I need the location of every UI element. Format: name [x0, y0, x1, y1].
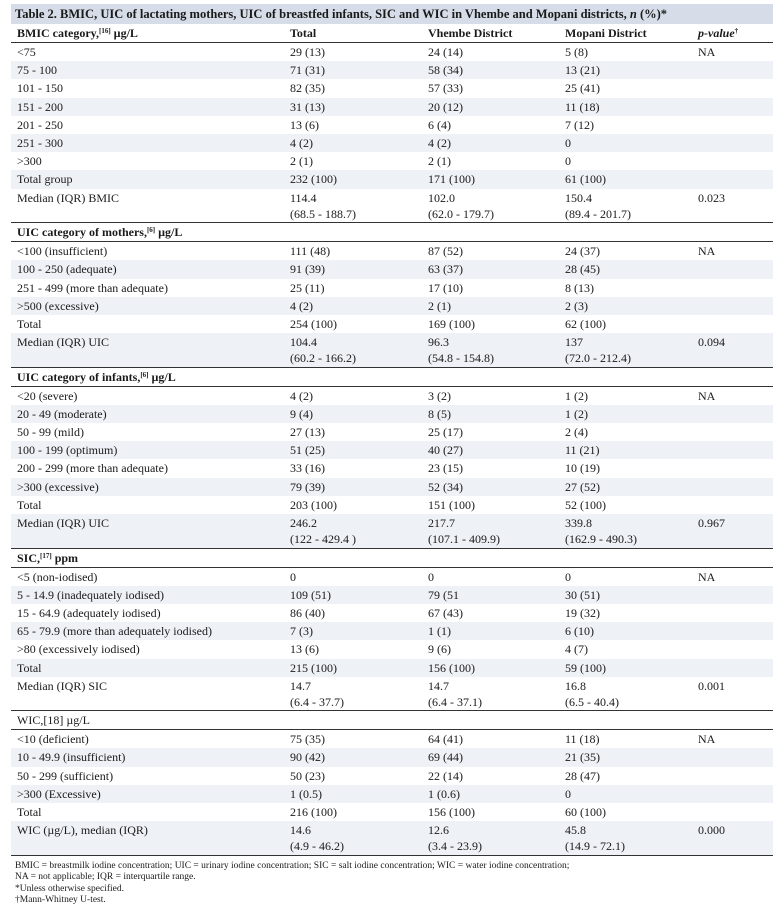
mopani-cell: 21 (35) [559, 748, 692, 766]
footnote: †Mann-Whitney U-test. [15, 895, 106, 906]
mopani-cell: 10 (19) [565, 461, 600, 476]
empty-cell [284, 367, 422, 386]
mopani-cell: 7 (12) [565, 117, 594, 132]
table-row [11, 405, 773, 423]
mopani-cell: 0 [559, 785, 692, 803]
mopani-cell: 19 (32) [565, 605, 600, 620]
total-cell: 29 (13) [290, 45, 325, 59]
vhembe-cell: 22 (14) [428, 768, 463, 783]
section-header [11, 548, 773, 567]
pvalue-cell: NA [698, 732, 716, 747]
mopani-cell: 11 (18) [559, 98, 692, 116]
total-median-cell: 114.4 (68.5 - 188.7) [290, 190, 356, 221]
pvalue-cell [692, 748, 773, 766]
median-row [11, 514, 773, 548]
vhembe-cell: 151 (100) [428, 497, 475, 512]
row-label: 5 - 14.9 (inadequately iodised) [11, 586, 284, 604]
empty-cell [559, 367, 692, 386]
total-cell: 71 (31) [284, 61, 422, 79]
total-cell: 27 (13) [290, 425, 325, 440]
vhembe-cell: 156 (100) [422, 659, 559, 677]
mopani-cell: 60 (100) [565, 805, 606, 820]
section-header [11, 711, 773, 730]
section-title: SIC,[17] ppm [11, 548, 284, 567]
median-row [11, 333, 773, 367]
pvalue-cell: 0.000 [692, 821, 773, 855]
pvalue-cell [692, 98, 773, 116]
total-cell: 82 (35) [290, 81, 325, 96]
vhembe-cell: 69 (44) [422, 748, 559, 766]
table-footnotes [11, 856, 773, 907]
pvalue-cell [692, 604, 773, 622]
vhembe-cell: 6 (4) [428, 117, 451, 132]
pvalue-cell [692, 260, 773, 278]
table-row [11, 242, 773, 261]
pvalue-cell [692, 134, 773, 152]
vhembe-median-cell: 217.7 (107.1 - 409.9) [422, 514, 559, 548]
table-row [11, 98, 773, 116]
mopani-cell: 0 [565, 569, 571, 584]
row-label: Median (IQR) BMIC [17, 190, 119, 205]
vhembe-cell: 64 (41) [428, 732, 463, 747]
total-cell: 216 (100) [290, 805, 337, 820]
table-row [11, 116, 773, 134]
total-cell: 90 (42) [284, 748, 422, 766]
vhembe-cell: 1 (0.6) [422, 785, 559, 803]
total-cell: 13 (6) [290, 642, 319, 657]
table-row [11, 315, 773, 333]
pvalue-cell: 0.967 [692, 514, 773, 548]
total-cell: 0 [290, 569, 296, 584]
section-header [11, 367, 773, 386]
row-label: 100 - 199 (optimum) [11, 441, 284, 459]
median-row [11, 677, 773, 711]
vhembe-cell: 8 (5) [422, 405, 559, 423]
mopani-median-cell: 137 (72.0 - 212.4) [559, 333, 692, 367]
vhembe-cell: 17 (10) [428, 280, 463, 295]
table-row [11, 386, 773, 405]
mopani-cell: 6 (10) [559, 622, 692, 640]
row-label: 101 - 150 [17, 81, 63, 96]
table-row [11, 61, 773, 79]
empty-cell [422, 548, 559, 567]
total-median-cell: 246.2 (122 - 429.4 ) [284, 514, 422, 548]
table-row [11, 441, 773, 459]
empty-cell [284, 548, 422, 567]
row-label: 10 - 49.9 (insufficient) [11, 748, 284, 766]
empty-cell [559, 711, 692, 730]
row-label: 50 - 299 (sufficient) [17, 768, 114, 783]
pvalue-cell [692, 116, 773, 134]
vhembe-cell: 52 (34) [422, 478, 559, 496]
pvalue-cell [692, 79, 773, 97]
row-label: 20 - 49 (moderate) [11, 405, 284, 423]
mopani-cell: 2 (3) [559, 297, 692, 315]
total-cell: 4 (2) [290, 388, 313, 403]
row-label: Total [17, 316, 42, 331]
pvalue-cell [692, 785, 773, 803]
empty-cell [559, 223, 692, 242]
vhembe-cell: 67 (43) [428, 605, 463, 620]
vhembe-cell: 171 (100) [422, 170, 559, 188]
table-row [11, 279, 773, 297]
section-header [11, 24, 773, 43]
total-cell: 111 (48) [290, 244, 331, 259]
total-median-cell: 14.6 (4.9 - 46.2) [284, 821, 422, 855]
column-header-vhembe: Vhembe District [422, 24, 559, 43]
mopani-median-cell: 339.8 (162.9 - 490.3) [559, 514, 692, 548]
table-caption: Table 2. BMIC, UIC of lactating mothers, UIC of breastfed infants, SIC and WIC in Vhembe and Mopani districts, n (%)* [11, 4, 773, 24]
mopani-cell: 62 (100) [565, 316, 606, 331]
total-cell: 33 (16) [290, 461, 325, 476]
total-cell: 75 (35) [290, 732, 325, 747]
pvalue-cell: NA [698, 569, 716, 584]
vhembe-median-cell: 102.0 (62.0 - 179.7) [428, 190, 494, 221]
mopani-cell: 52 (100) [565, 497, 606, 512]
median-row [11, 189, 773, 223]
table-row [11, 43, 773, 62]
row-label: <10 (deficient) [17, 732, 89, 747]
total-cell: 25 (11) [290, 280, 325, 295]
row-label: >300 (Excessive) [11, 785, 284, 803]
vhembe-cell: 0 [428, 569, 434, 584]
footnote: *Unless otherwise specified. [15, 883, 124, 894]
total-cell: 215 (100) [284, 659, 422, 677]
mopani-median-cell: 45.8 (14.9 - 72.1) [559, 821, 692, 855]
total-cell: 91 (39) [284, 260, 422, 278]
section-title: UIC category of infants,[6] µg/L [11, 367, 284, 386]
section-header [11, 223, 773, 242]
pvalue-cell: NA [698, 244, 716, 259]
total-cell: 4 (2) [284, 134, 422, 152]
mopani-median-cell: 16.8 (6.5 - 40.4) [565, 678, 619, 709]
table-row [11, 496, 773, 514]
vhembe-cell: 1 (1) [422, 622, 559, 640]
pvalue-cell [692, 659, 773, 677]
total-cell: 232 (100) [284, 170, 422, 188]
pvalue-cell [692, 441, 773, 459]
empty-cell [559, 548, 692, 567]
mopani-median-cell: 150.4 (89.4 - 201.7) [565, 190, 631, 221]
row-label: Total [11, 659, 284, 677]
total-cell: 4 (2) [284, 297, 422, 315]
pvalue-cell [692, 622, 773, 640]
mopani-cell: 0 [559, 134, 692, 152]
total-cell: 203 (100) [290, 497, 337, 512]
row-label: Total [17, 805, 42, 820]
mopani-cell: 11 (21) [559, 441, 692, 459]
pvalue-cell [692, 405, 773, 423]
vhembe-cell: 9 (6) [428, 642, 451, 657]
mopani-cell: 0 [565, 154, 571, 169]
mopani-cell: 24 (37) [565, 244, 600, 259]
mopani-cell: 2 (4) [565, 425, 588, 440]
table-row [11, 640, 773, 658]
pvalue-cell: 0.001 [698, 678, 725, 693]
empty-cell [284, 223, 422, 242]
pvalue-cell [692, 767, 773, 785]
row-label: >80 (excessively iodised) [17, 642, 140, 657]
total-cell: 50 (23) [290, 768, 325, 783]
vhembe-median-cell: 96.3 (54.8 - 154.8) [422, 333, 559, 367]
row-label: <75 [17, 45, 36, 59]
results-table [11, 4, 773, 907]
empty-cell [422, 711, 559, 730]
vhembe-cell: 79 (51 [422, 586, 559, 604]
pvalue-cell [692, 315, 773, 333]
total-cell: 9 (4) [284, 405, 422, 423]
mopani-cell: 59 (100) [559, 659, 692, 677]
column-header-pvalue: p-value† [692, 24, 773, 43]
pvalue-cell: 0.094 [692, 333, 773, 367]
row-label: Median (IQR) UIC [11, 514, 284, 548]
table-row [11, 134, 773, 152]
total-cell: 254 (100) [290, 316, 337, 331]
row-label: 50 - 99 (mild) [17, 425, 84, 440]
table-row [11, 567, 773, 586]
table-row [11, 586, 773, 604]
mopani-cell: 1 (2) [559, 405, 692, 423]
table-row [11, 459, 773, 477]
pvalue-cell [692, 496, 773, 514]
empty-cell [422, 223, 559, 242]
empty-cell [692, 223, 773, 242]
total-cell: 31 (13) [284, 98, 422, 116]
mopani-cell: 25 (41) [565, 81, 600, 96]
vhembe-cell: 4 (2) [422, 134, 559, 152]
mopani-cell: 8 (13) [565, 280, 594, 295]
row-label: 75 - 100 [11, 61, 284, 79]
pvalue-cell: NA [698, 388, 716, 403]
total-cell: 109 (51) [284, 586, 422, 604]
row-label: 201 - 250 [17, 117, 63, 132]
table-row [11, 622, 773, 640]
row-label: <5 (non-iodised) [17, 569, 98, 584]
row-label: >500 (excessive) [11, 297, 284, 315]
vhembe-median-cell: 12.6 (3.4 - 23.9) [422, 821, 559, 855]
pvalue-cell: 0.023 [698, 190, 725, 205]
row-label: 65 - 79.9 (more than adequately iodised) [11, 622, 284, 640]
total-cell: 2 (1) [290, 154, 313, 169]
vhembe-cell: 3 (2) [428, 388, 451, 403]
empty-cell [284, 711, 422, 730]
table-row [11, 260, 773, 278]
mopani-cell: 28 (47) [565, 768, 600, 783]
table-row [11, 152, 773, 170]
pvalue-cell [692, 170, 773, 188]
section-title: UIC category of mothers,[6] µg/L [11, 223, 284, 242]
pvalue-cell [692, 478, 773, 496]
vhembe-cell: 57 (33) [428, 81, 463, 96]
pvalue-cell [692, 297, 773, 315]
row-label: 251 - 499 (more than adequate) [17, 280, 168, 295]
column-header-total: Total [284, 24, 422, 43]
vhembe-cell: 2 (1) [428, 154, 451, 169]
section-title: BMIC category,[16] µg/L [11, 24, 284, 43]
row-label: <100 (insufficient) [17, 244, 108, 259]
pvalue-cell: NA [698, 45, 716, 59]
table-row [11, 767, 773, 785]
total-median-cell: 104.4 (60.2 - 166.2) [284, 333, 422, 367]
table-row [11, 297, 773, 315]
table-row [11, 423, 773, 441]
mopani-cell: 4 (7) [565, 642, 588, 657]
table-row [11, 730, 773, 749]
row-label: Median (IQR) SIC [17, 678, 107, 693]
row-label: 200 - 299 (more than adequate) [17, 461, 168, 476]
total-cell: 79 (39) [284, 478, 422, 496]
row-label: <20 (severe) [17, 388, 78, 403]
vhembe-cell: 156 (100) [428, 805, 475, 820]
table-row [11, 604, 773, 622]
mopani-cell: 61 (100) [559, 170, 692, 188]
data-table [11, 24, 773, 856]
row-label: Median (IQR) UIC [11, 333, 284, 367]
pvalue-cell [692, 459, 773, 477]
mopani-cell: 1 (2) [565, 388, 588, 403]
mopani-cell: 5 (8) [565, 45, 588, 59]
vhembe-cell: 2 (1) [422, 297, 559, 315]
row-label: Total [17, 497, 42, 512]
pvalue-cell [692, 423, 773, 441]
total-cell: 51 (25) [284, 441, 422, 459]
footnote: NA = not applicable; IQR = interquartile range. [15, 872, 196, 883]
vhembe-cell: 63 (37) [422, 260, 559, 278]
vhembe-cell: 169 (100) [428, 316, 475, 331]
table-row [11, 170, 773, 188]
row-label: 100 - 250 (adequate) [11, 260, 284, 278]
vhembe-cell: 58 (34) [422, 61, 559, 79]
mopani-cell: 27 (52) [559, 478, 692, 496]
pvalue-cell [692, 152, 773, 170]
vhembe-median-cell: 14.7 (6.4 - 37.1) [428, 678, 482, 709]
row-label: Total group [11, 170, 284, 188]
table-row [11, 803, 773, 821]
row-label: >300 (excessive) [11, 478, 284, 496]
row-label: 15 - 64.9 (adequately iodised) [17, 605, 161, 620]
column-header-mopani: Mopani District [559, 24, 692, 43]
footnote: BMIC = breastmilk iodine concentration; UIC = urinary iodine concentration; SIC = salt iodine concentration; WIC = water iodine concentration; [15, 860, 570, 871]
mopani-cell: 13 (21) [559, 61, 692, 79]
vhembe-cell: 40 (27) [422, 441, 559, 459]
section-title: WIC,[18] µg/L [11, 711, 284, 730]
empty-cell [692, 711, 773, 730]
vhembe-cell: 25 (17) [428, 425, 463, 440]
pvalue-cell [692, 803, 773, 821]
pvalue-cell [692, 279, 773, 297]
pvalue-cell [692, 586, 773, 604]
table-row [11, 659, 773, 677]
pvalue-cell [692, 61, 773, 79]
median-row [11, 821, 773, 855]
total-median-cell: 14.7 (6.4 - 37.7) [290, 678, 344, 709]
table-row [11, 748, 773, 766]
empty-cell [692, 548, 773, 567]
vhembe-cell: 24 (14) [428, 45, 463, 59]
total-cell: 86 (40) [290, 605, 325, 620]
table-row [11, 478, 773, 496]
row-label: WIC (µg/L), median (IQR) [11, 821, 284, 855]
vhembe-cell: 87 (52) [428, 244, 463, 259]
total-cell: 7 (3) [284, 622, 422, 640]
mopani-cell: 28 (45) [559, 260, 692, 278]
row-label: >300 [17, 154, 42, 169]
empty-cell [692, 367, 773, 386]
empty-cell [422, 367, 559, 386]
total-cell: 13 (6) [290, 117, 319, 132]
mopani-cell: 30 (51) [559, 586, 692, 604]
pvalue-cell [692, 640, 773, 658]
table-row [11, 785, 773, 803]
vhembe-cell: 20 (12) [422, 98, 559, 116]
table-row [11, 79, 773, 97]
row-label: 251 - 300 [11, 134, 284, 152]
vhembe-cell: 23 (15) [428, 461, 463, 476]
total-cell: 1 (0.5) [284, 785, 422, 803]
mopani-cell: 11 (18) [565, 732, 600, 747]
row-label: 151 - 200 [11, 98, 284, 116]
